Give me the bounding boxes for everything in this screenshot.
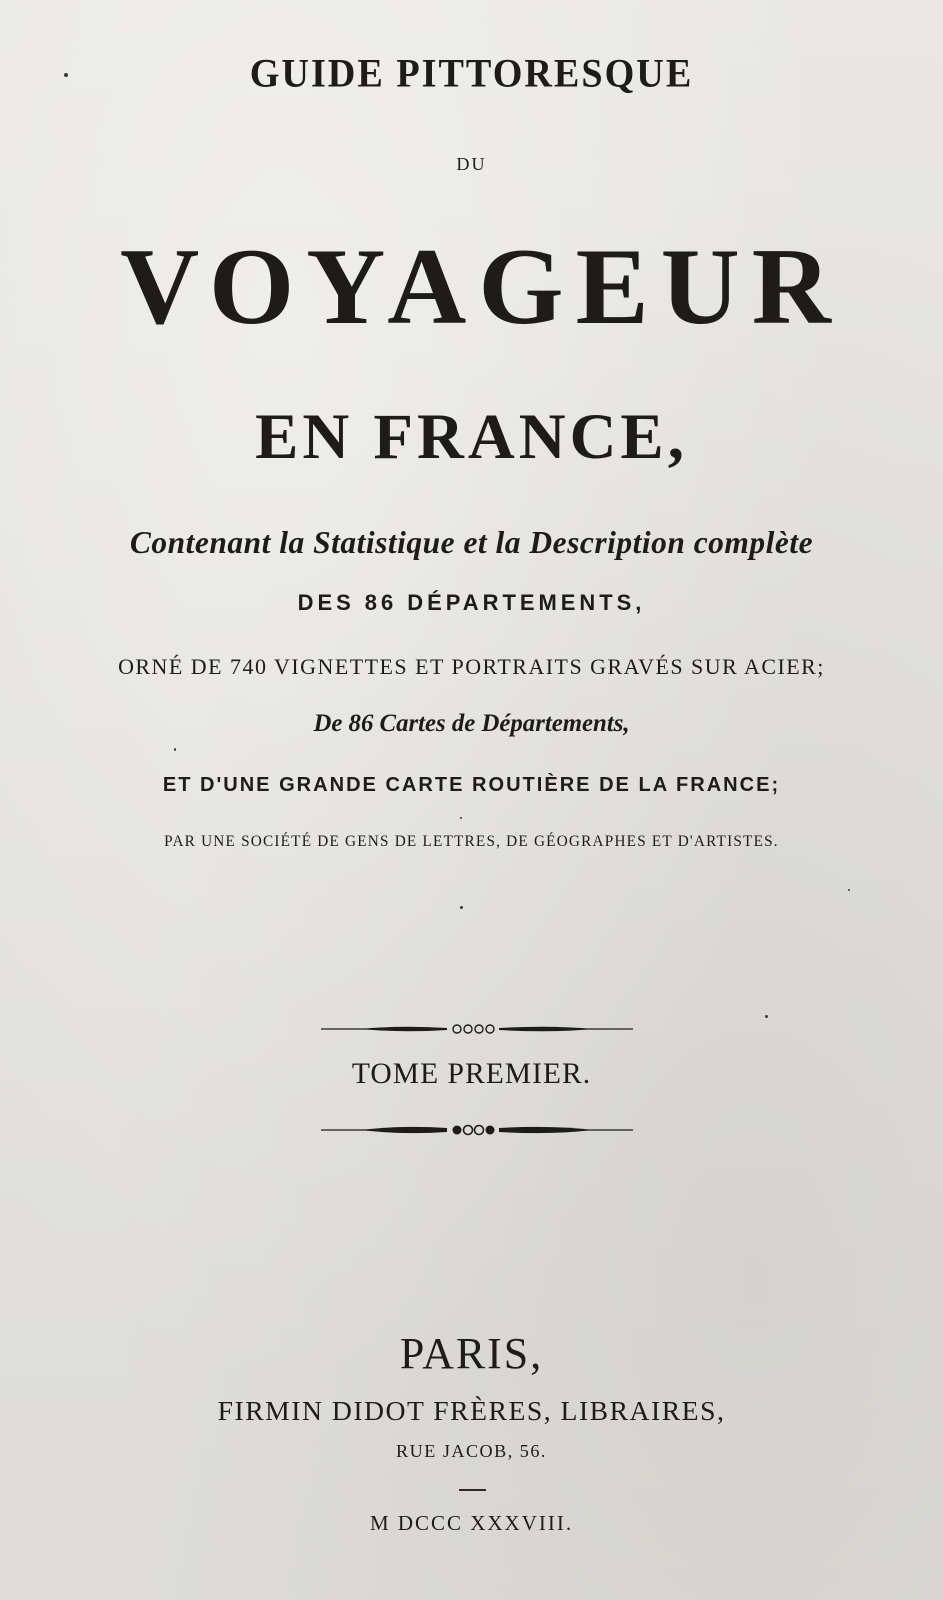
authorship-line: PAR UNE SOCIÉTÉ DE GENS DE LETTRES, DE GÉOGRAPHES ET D'ARTISTES. [164,833,779,850]
imprint-address: RUE JACOB, 56. [396,1441,547,1461]
imprint-city: PARIS, [399,1330,544,1378]
volume-label: TOME PREMIER. [351,1058,592,1090]
main-title-continued: EN FRANCE, [255,401,688,473]
subtitle-contents: Contenant la Statistique et la Description complète [129,525,814,560]
series-title: GUIDE PITTORESQUE [249,51,694,97]
subtitle-road-map: ET D'UNE GRANDE CARTE ROUTIÈRE DE LA FRANCE; [162,774,781,796]
subtitle-maps: De 86 Cartes de Départements, [313,710,630,737]
paper-speck [64,73,68,77]
ornament-divider-top [321,1022,633,1036]
title-connector: DU [456,154,487,174]
paper-speck [848,889,850,891]
paper-speck [460,817,462,819]
main-title: VOYAGEUR [120,225,843,347]
subtitle-departements: DES 86 DÉPARTEMENTS, [297,590,646,615]
paper-speck [174,748,176,751]
imprint-publisher: FIRMIN DIDOT FRÈRES, LIBRAIRES, [217,1395,726,1426]
paper-speck [765,1015,768,1018]
imprint-date: M DCCC XXXVIII. [369,1511,574,1535]
imprint-rule [459,1489,486,1491]
subtitle-illustrations: ORNÉ DE 740 VIGNETTES ET PORTRAITS GRAVÉS SUR ACIER; [118,654,825,679]
paper-speck [460,906,463,909]
ornament-divider-bottom [321,1123,633,1137]
